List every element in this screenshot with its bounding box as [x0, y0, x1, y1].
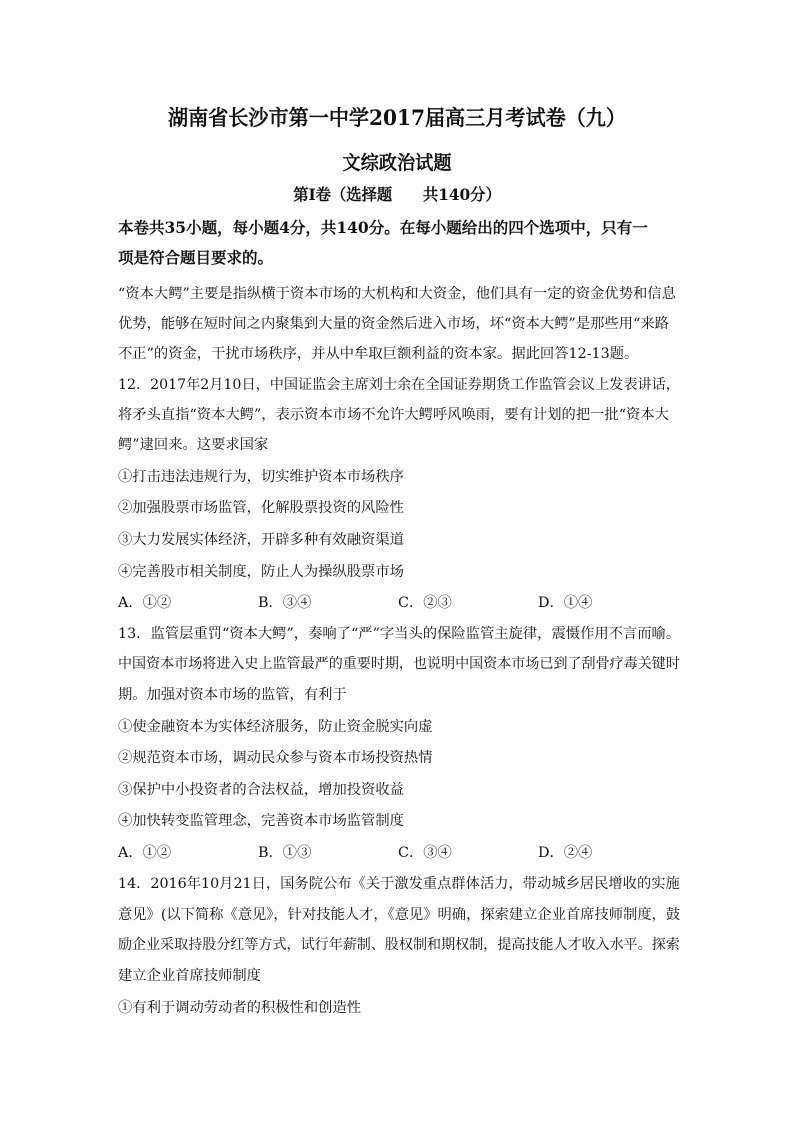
material-line: “资本大鳄”主要是指纵横于资本市场的大机构和大资金，他们具有一定的资金优势和信息 [118, 286, 676, 302]
material-line: 不正”的资金，干扰市场秩序，并从中牟取巨额利益的资本家。据此回答12-13题。 [118, 346, 639, 362]
question-12-stem: 鳄”逮回来。这要求国家 [118, 437, 269, 453]
option-b: B．③④ [258, 595, 312, 611]
question-13-item: ①使金融资本为实体经济服务，防止资金脱实向虚 [118, 719, 433, 735]
question-12-item: ③大力发展实体经济，开辟多种有效融资渠道 [118, 532, 404, 548]
exam-subtitle: 文综政治试题 [342, 152, 452, 174]
option-d: D．①④ [538, 595, 593, 611]
question-14-stem: 14．2016年10月21日，国务院公布《关于激发重点群体活力，带动城乡居民增收的实施 [118, 876, 680, 892]
section-heading: 第Ⅰ卷（选择题 共140分） [293, 185, 501, 204]
option-c: C．②③ [398, 595, 452, 611]
option-b: B．①③ [258, 845, 312, 861]
question-14-stem: 意见》(以下简称《意见》，针对技能人才，《意见》明确，探索建立企业首席技师制度，鼓 [118, 907, 681, 923]
option-a: A．①② [118, 595, 172, 611]
question-12-item: ④完善股市相关制度，防止人为操纵股票市场 [118, 564, 404, 580]
question-14-stem: 建立企业首席技师制度 [118, 968, 261, 984]
question-13-item: ③保护中小投资者的合法权益，增加投资收益 [118, 782, 404, 798]
material-line: 优势，能够在短时间之内聚集到大量的资金然后进入市场，坏“资本大鳄”是那些用“来路 [118, 316, 669, 332]
question-13-item: ②规范资本市场，调动民众参与资本市场投资热情 [118, 750, 433, 766]
question-12-item: ②加强股票市场监管，化解股票投资的风险性 [118, 500, 404, 516]
option-a: A．①② [118, 845, 172, 861]
question-12-stem: 将矛头直指“资本大鳄”，表示资本市场不允许大鳄呼风唤雨，要有计划的把一批“资本大 [118, 407, 669, 423]
question-14-item: ①有利于调动劳动者的积极性和创造性 [118, 1000, 362, 1016]
question-13-stem: 期。加强对资本市场的监管，有利于 [118, 687, 347, 703]
question-12-stem: 12．2017年2月10日，中国证监会主席刘士余在全国证券期货工作监管会议上发表讲话， [118, 377, 680, 393]
option-d: D．②④ [538, 845, 593, 861]
question-13-item: ④加快转变监管理念，完善资本市场监管制度 [118, 813, 404, 829]
exam-title: 湖南省长沙市第一中学2017届高三月考试卷（九） [168, 105, 626, 130]
question-14-stem: 励企业采取持股分红等方式，试行年薪制、股权制和期权制，提高技能人才收入水平。探索 [118, 937, 680, 953]
instructions-line: 本卷共35小题，每小题4分，共140分。在每小题给出的四个选项中，只有一 [118, 218, 648, 237]
option-c: C．③④ [398, 845, 452, 861]
question-13-stem: 中国资本市场将进入史上监管最严的重要时期，也说明中国资本市场已到了刮骨疗毒关键时 [118, 656, 680, 672]
question-12-item: ①打击违法违规行为，切实维护资本市场秩序 [118, 469, 404, 485]
instructions-line: 项是符合题目要求的。 [118, 248, 274, 267]
question-13-stem: 13．监管层重罚“资本大鳄”，奏响了“严”字当头的保险监管主旋律，震慑作用不言而喻。 [118, 626, 681, 642]
